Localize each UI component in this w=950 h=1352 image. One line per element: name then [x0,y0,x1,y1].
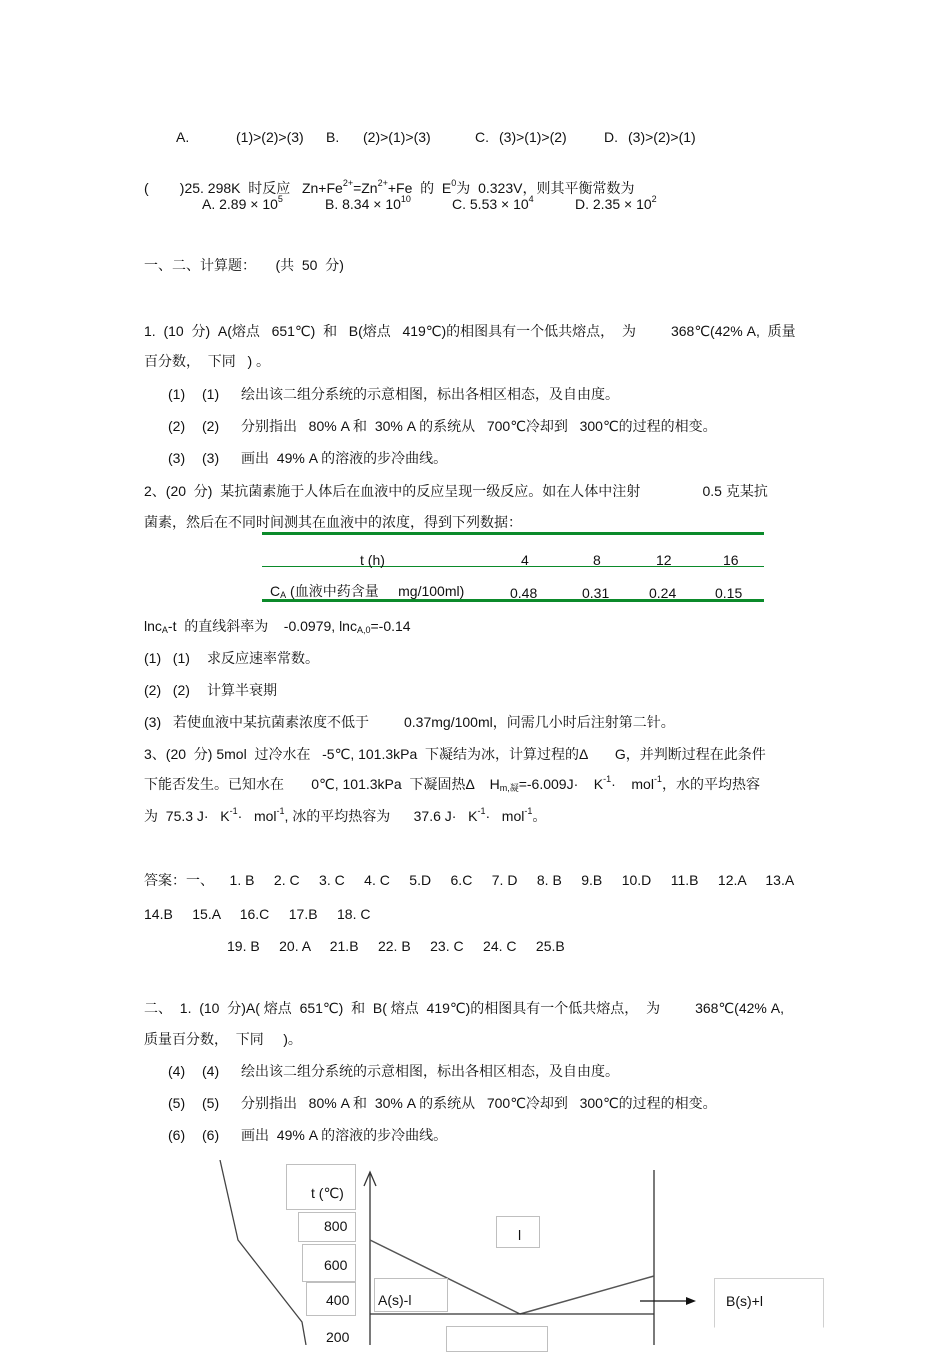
sec2-item-4-text: 绘出该二组分系统的示意相图，标出各相区相态，及自由度。 [241,1063,619,1079]
q25-sup-1: 2+ [342,178,354,188]
tick-label-200: 200 [326,1329,350,1345]
q24-option-b: (2)>(1)>(3) [363,129,431,145]
q24-option-c-label: C. [475,129,489,145]
p3-line-1: 3、(20 分) 5mol 过冷水在 -5℃, 101.3kPa 下凝结为冰，计算过程的Δ G，并判断过程在此条件 [144,746,766,762]
arrow-head [686,1297,696,1305]
p1-item-3-num2: (3) [202,450,220,466]
table-value: 0.24 [649,585,677,601]
p2-item-2-num: (2) (2) [144,682,190,698]
q25-sup-3: 0 [451,178,457,188]
p3-line-2: 下能否发生。已知水在 0℃, 101.3kPa 下凝固热Δ $H_{m,凝}=-6.009J\cdot$ $K^{-1}\cdot$ mol$^{-1}$，水的平均热容 [144,774,760,793]
lower-region-box [446,1326,548,1352]
answers-line-2: 14.B 15.A 16.C 17.B 18. C [144,906,371,922]
q25-text-2: =Zn [353,180,378,196]
q24-option-d: (3)>(2)>(1) [628,129,696,145]
q25-paren: ( ) [144,180,185,196]
table-header-time: 12 [656,552,672,568]
tick-label-600: 600 [324,1257,348,1273]
table-header-label: t (h) [360,552,385,568]
axis-label: t (℃) [311,1185,344,1201]
q24-option-a: (1)>(2)>(3) [236,129,304,145]
p2-item-1-num: (1) (1) [144,650,190,666]
sec2-item-6: (6) [168,1127,186,1143]
answers-line-1: 答案：一、 1. B 2. C 3. C 4. C 5.D 6.C 7. D 8. B 9.B 10.D 11.B 12.A 13.A [144,872,795,888]
region-l-label: l [518,1227,522,1243]
p1-item-3-text: 画出 49% A 的溶液的步冷曲线。 [241,450,448,466]
q25-question [144,161,634,197]
table-top-rule [262,532,764,535]
p1-item-3: (3) [168,450,186,466]
p1-item-2-text: 分别指出 80% A 和 30% A 的系统从 700℃冷却到 300℃的过程的相变。 [241,418,717,434]
phase-diagram [210,1160,830,1345]
sec2-item-6-num2: (6) [202,1127,220,1143]
liquidus-b [520,1276,654,1314]
q24-option-d-label: D. [604,129,618,145]
q25-option-c: C. $5.53 \times 10^4$ [452,194,534,212]
table-header-time: 8 [593,552,601,568]
sec2-item-5-num2: (5) [202,1095,220,1111]
p1-item-1: (1) [168,386,186,402]
table-value: 0.15 [715,585,743,601]
sec2-item-5-text: 分别指出 80% A 和 30% A 的系统从 700℃冷却到 300℃的过程的相变。 [241,1095,717,1111]
table-value: 0.48 [510,585,538,601]
p2-item-3-text: 若使血液中某抗菌素浓度不低于 0.37mg/100ml，问需几小时后注射第二针。 [173,714,675,730]
q25-option-b: B. $8.34 \times 10^{10}$ [325,194,411,212]
table-mid-rule [262,566,764,567]
sec2-item-6-text: 画出 49% A 的溶液的步冷曲线。 [241,1127,448,1143]
answers-line-3: 19. B 20. A 21.B 22. B 23. C 24. C 25.B [227,938,565,954]
q25-text-1: 25. 298K 时反应 Zn+Fe [184,180,343,196]
tick-label-400: 400 [326,1292,350,1308]
p2-item-1-text: 求反应速率常数。 [207,650,319,666]
p1-line-2: 百分数， 下同 ) 。 [144,353,270,369]
q25-option-a: A. $2.89 \times 10^5$ [202,194,283,212]
table-value: 0.31 [582,585,610,601]
q25-text-3: +Fe 的 E [387,180,452,196]
q24-option-b-label: B. [326,129,340,145]
region-b-label: B(s)+l [726,1293,763,1309]
p1-line-1: 1. (10 分) A(熔点 651℃) 和 B(熔点 419℃)的相图具有一个低共熔点， 为 368℃(42% A, 质量 [144,323,796,339]
data-table [262,532,764,602]
p3-line-3: 为 75.3 $J\cdot K^{-1}\cdot mol^{-1}$, 冰的平均热容为 37.6 $J\cdot K^{-1}\cdot mol^{-1}$。 [144,806,547,824]
p1-item-1-text: 绘出该二组分系统的示意相图，标出各相区相态，及自由度。 [241,386,619,402]
region-a-label: A(s)-l [378,1292,412,1308]
p1-item-1-num2: (1) [202,386,220,402]
sec2-item-4-num2: (4) [202,1063,220,1079]
q24-option-c: (3)>(1)>(2) [499,129,567,145]
q25-option-d: D. $2.35 \times 10^2$ [575,194,657,212]
p2-line-2: 菌素，然后在不同时间测其在血液中的浓度，得到下列数据： [144,514,522,530]
section-heading: 一、二、计算题： (共 50 分) [144,257,344,273]
q25-sup-2: 2+ [377,178,388,188]
sec2-line-1: 二、 1. (10 分)A( 熔点 651℃) 和 B( 熔点 419℃)的相图具有一个低共熔点， 为 368℃(42% A, [144,1000,784,1016]
tick-label-800: 800 [324,1218,348,1234]
p1-item-2-num2: (2) [202,418,220,434]
p2-item-3-num: (3) [144,714,162,730]
table-header-time: 16 [723,552,739,568]
p1-item-2: (2) [168,418,186,434]
sec2-line-2: 质量百分数， 下同 )。 [144,1031,302,1047]
q25-text-4: 为 0.323V，则其平衡常数为 [456,180,635,196]
p2-line-1: 2、(20 分) 某抗菌素施于人体后在血液中的反应呈现一级反应。如在人体中注射 0.5 克某抗 [144,483,768,499]
p2-slope-line: lnc$_A$-t 的直线斜率为 -0.0979, lnc$_{A,0}$=-0.14 [144,618,411,635]
sec2-item-4: (4) [168,1063,186,1079]
q24-option-a-label: A. [176,129,190,145]
p2-item-2-text: 计算半衰期 [207,682,277,698]
table-row-label: $C_A$ (血液中药含量 mg/100ml) [270,583,465,600]
sec2-item-5: (5) [168,1095,186,1111]
table-header-time: 4 [521,552,529,568]
